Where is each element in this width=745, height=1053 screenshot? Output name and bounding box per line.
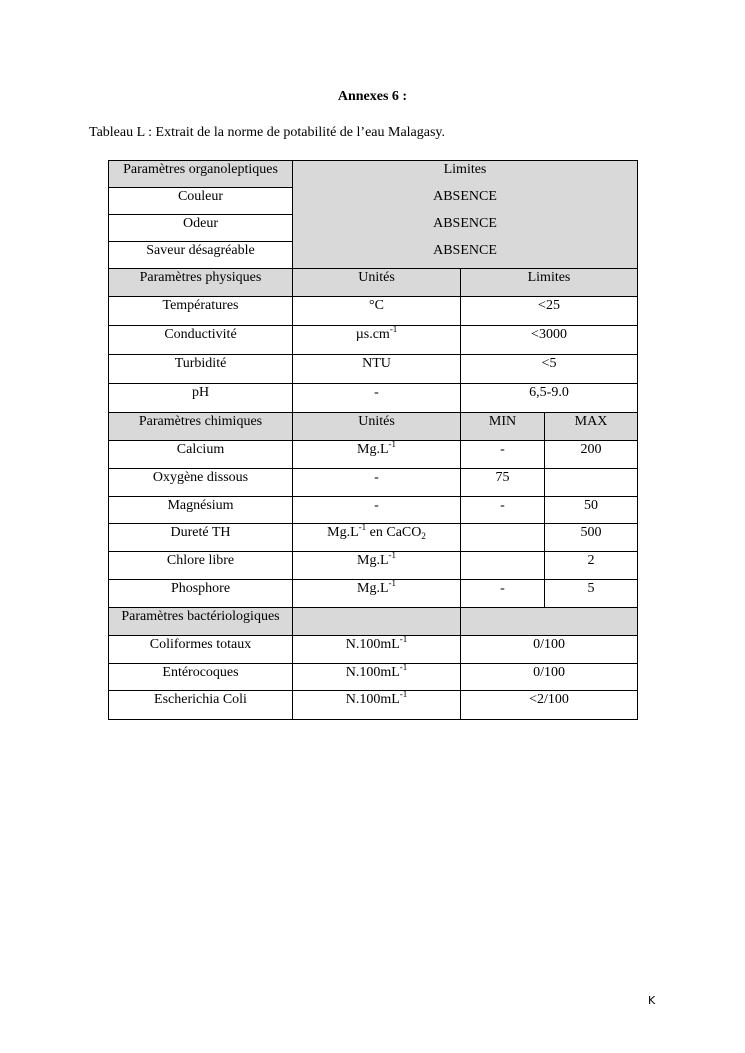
table-row (109, 215, 638, 242)
unit-value: $Mg.L^{-1}$ (293, 441, 461, 469)
table-row (109, 269, 638, 297)
min-value: - (461, 441, 545, 469)
table-row (109, 161, 638, 188)
units-header: Unités (293, 413, 461, 441)
min-value: - (461, 580, 545, 608)
min-value: 75 (461, 469, 545, 497)
page-number: K (648, 994, 656, 1007)
unit-value: °C (293, 297, 461, 326)
param-name: Coliformes totaux (109, 636, 293, 664)
unit-value: - (293, 497, 461, 524)
param-name: Turbidité (109, 355, 293, 384)
unit-value: NTU (293, 355, 461, 384)
potability-norm-table (108, 160, 638, 720)
min-value (461, 552, 545, 580)
unit-value: $Mg.L^{-1}$ en CaCO$_2$ (293, 524, 461, 552)
min-header: MIN (461, 413, 545, 441)
units-header-empty (293, 608, 461, 636)
unit-value: - (293, 384, 461, 413)
limits-header: Limites (461, 269, 638, 297)
limit-value: <3000 (461, 326, 638, 355)
table-caption: Tableau L : Extrait de la norme de potabilité de l’eau Malagasy. (89, 125, 446, 140)
max-value: 200 (545, 441, 638, 469)
param-name: Dureté TH (109, 524, 293, 552)
table-row (109, 441, 638, 469)
param-name: Entérocoques (109, 664, 293, 691)
limit-value: ABSENCE (293, 215, 638, 242)
unit-value: $N.100mL^{-1}$ (293, 636, 461, 664)
limit-value: ABSENCE (293, 242, 638, 269)
limit-value: 0/100 (461, 664, 638, 691)
unit-value: $N.100mL^{-1}$ (293, 691, 461, 720)
limit-value: <2/100 (461, 691, 638, 720)
param-name: Saveur désagréable (109, 242, 293, 269)
param-name: pH (109, 384, 293, 413)
unit-value: $\mu s.cm^{-1}$ (293, 326, 461, 355)
annex-heading: Annexes 6 : (337, 89, 408, 104)
param-name: Magnésium (109, 497, 293, 524)
table-row (109, 580, 638, 608)
unit-value: $N.100mL^{-1}$ (293, 664, 461, 691)
table-row (109, 188, 638, 215)
table-row (109, 384, 638, 413)
table-row (109, 636, 638, 664)
limit-value: 0/100 (461, 636, 638, 664)
param-name: Conductivité (109, 326, 293, 355)
limit-value: <25 (461, 297, 638, 326)
limits-header: Limites (293, 161, 638, 188)
param-name: Escherichia Coli (109, 691, 293, 720)
max-header: MAX (545, 413, 638, 441)
section-header-physiques: Paramètres physiques (109, 269, 293, 297)
section-header-bacteriologiques: Paramètres bactériologiques (109, 608, 293, 636)
param-name: Odeur (109, 215, 293, 242)
table-row (109, 608, 638, 636)
limit-value: 6,5-9.0 (461, 384, 638, 413)
param-name: Couleur (109, 188, 293, 215)
table-row (109, 297, 638, 326)
table-row (109, 664, 638, 691)
limit-value: ABSENCE (293, 188, 638, 215)
max-value: 2 (545, 552, 638, 580)
param-name: Oxygène dissous (109, 469, 293, 497)
max-value: 5 (545, 580, 638, 608)
table-row (109, 355, 638, 384)
max-value: 50 (545, 497, 638, 524)
section-header-organoleptiques: Paramètres organoleptiques (109, 161, 293, 188)
table-row (109, 524, 638, 552)
table-row (109, 691, 638, 720)
limits-header-empty (461, 608, 638, 636)
table-row (109, 242, 638, 269)
table-row (109, 552, 638, 580)
min-value (461, 524, 545, 552)
min-value: - (461, 497, 545, 524)
table-row (109, 497, 638, 524)
max-value: 500 (545, 524, 638, 552)
param-name: Chlore libre (109, 552, 293, 580)
limit-value: <5 (461, 355, 638, 384)
section-header-chimiques: Paramètres chimiques (109, 413, 293, 441)
table-row (109, 469, 638, 497)
unit-value: $Mg.L^{-1}$ (293, 580, 461, 608)
table-row (109, 413, 638, 441)
param-name: Calcium (109, 441, 293, 469)
param-name: Phosphore (109, 580, 293, 608)
unit-value: $Mg.L^{-1}$ (293, 552, 461, 580)
max-value (545, 469, 638, 497)
table-row (109, 326, 638, 355)
param-name: Températures (109, 297, 293, 326)
unit-value: - (293, 469, 461, 497)
units-header: Unités (293, 269, 461, 297)
